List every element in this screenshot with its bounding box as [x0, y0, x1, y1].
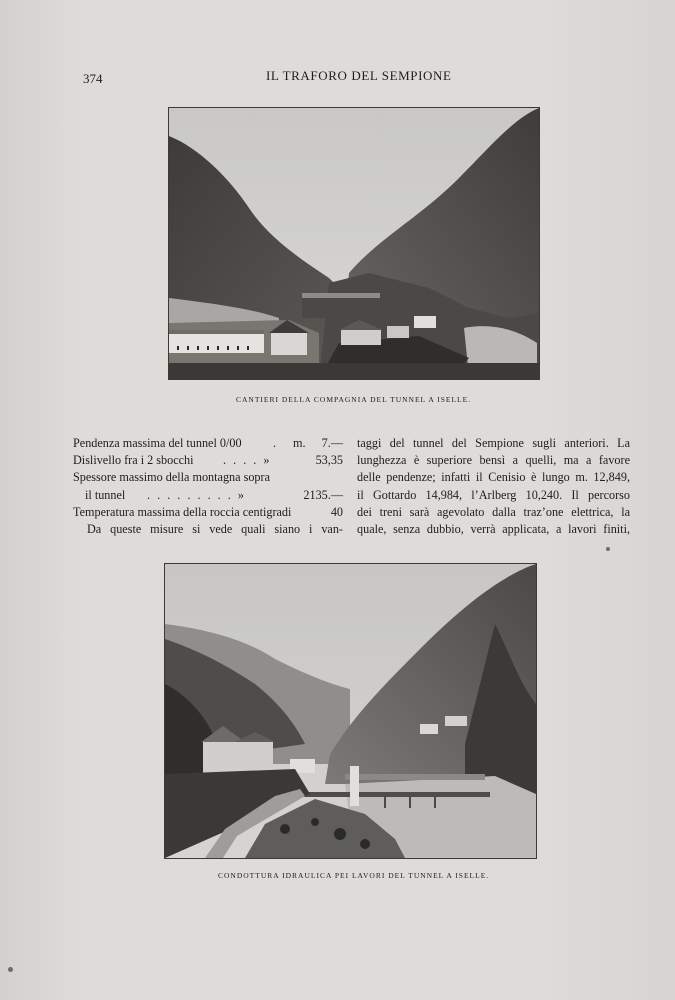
photo-cantieri-graphic	[169, 108, 539, 379]
row-label: Dislivello fra i 2 sbocchi	[73, 453, 194, 468]
table-row	[73, 435, 343, 452]
paragraph-line	[357, 452, 630, 469]
left-column	[73, 435, 343, 538]
text-line: lunghezza è superiore bensì a quelli, ma a favore	[357, 453, 630, 468]
paragraph-start: Da queste misure si vede quali siano i van-	[87, 521, 343, 536]
row-value: 53,35	[315, 453, 343, 468]
paragraph-line	[357, 504, 630, 521]
caption-photo-2: CONDOTTURA IDRAULICA PEI LAVORI DEL TUNNEL A ISELLE.	[218, 871, 490, 880]
row-label: il tunnel	[85, 487, 126, 502]
paragraph-line	[73, 521, 343, 538]
print-speck	[8, 967, 13, 972]
photo-condottura-graphic	[165, 564, 536, 858]
table-row	[73, 504, 343, 521]
row-dots: . . . . »	[223, 453, 272, 468]
print-speck	[606, 547, 610, 551]
caption-photo-1: CANTIERI DELLA COMPAGNIA DEL TUNNEL A ISELLE.	[236, 395, 472, 404]
text-line: quale, senza dubbio, verrà applicata, a lavori finiti,	[357, 521, 630, 536]
row-label: Spessore massimo della montagna sopra	[73, 470, 270, 485]
photo-condottura-iselle	[164, 563, 537, 859]
text-line: delle pendenze; infatti il Cenisio è lungo m. 12,849,	[357, 470, 630, 485]
text-line: il Gottardo 14,984, l’Arlberg 10,240. Il percorso	[357, 487, 630, 502]
row-dots: . . . . . . . . . »	[147, 487, 246, 502]
text-line: dei treni sarà agevolato dalla traz’one elettrica, la	[357, 504, 630, 519]
row-value: 40	[330, 504, 343, 519]
paragraph-line	[357, 469, 630, 486]
table-row	[73, 469, 343, 486]
paragraph-line	[357, 435, 630, 452]
row-value: 2135.—	[303, 487, 343, 502]
row-label: Temperatura massima della roccia centigradi	[73, 504, 292, 519]
row-label: Pendenza massima del tunnel 0/00	[73, 436, 242, 450]
text-line: taggi del tunnel del Sempione sugli anteriori. La	[357, 436, 630, 450]
row-dots: .	[273, 436, 279, 450]
table-row	[73, 487, 343, 504]
running-title: IL TRAFORO DEL SEMPIONE	[266, 68, 452, 83]
right-column	[357, 435, 630, 538]
paragraph-line	[357, 487, 630, 504]
table-row	[73, 452, 343, 469]
row-value: 7.—	[321, 436, 343, 450]
page-number: 374	[83, 71, 103, 86]
photo-cantieri-iselle	[168, 107, 540, 380]
paragraph-line	[357, 521, 630, 538]
row-unit: m.	[293, 436, 306, 450]
